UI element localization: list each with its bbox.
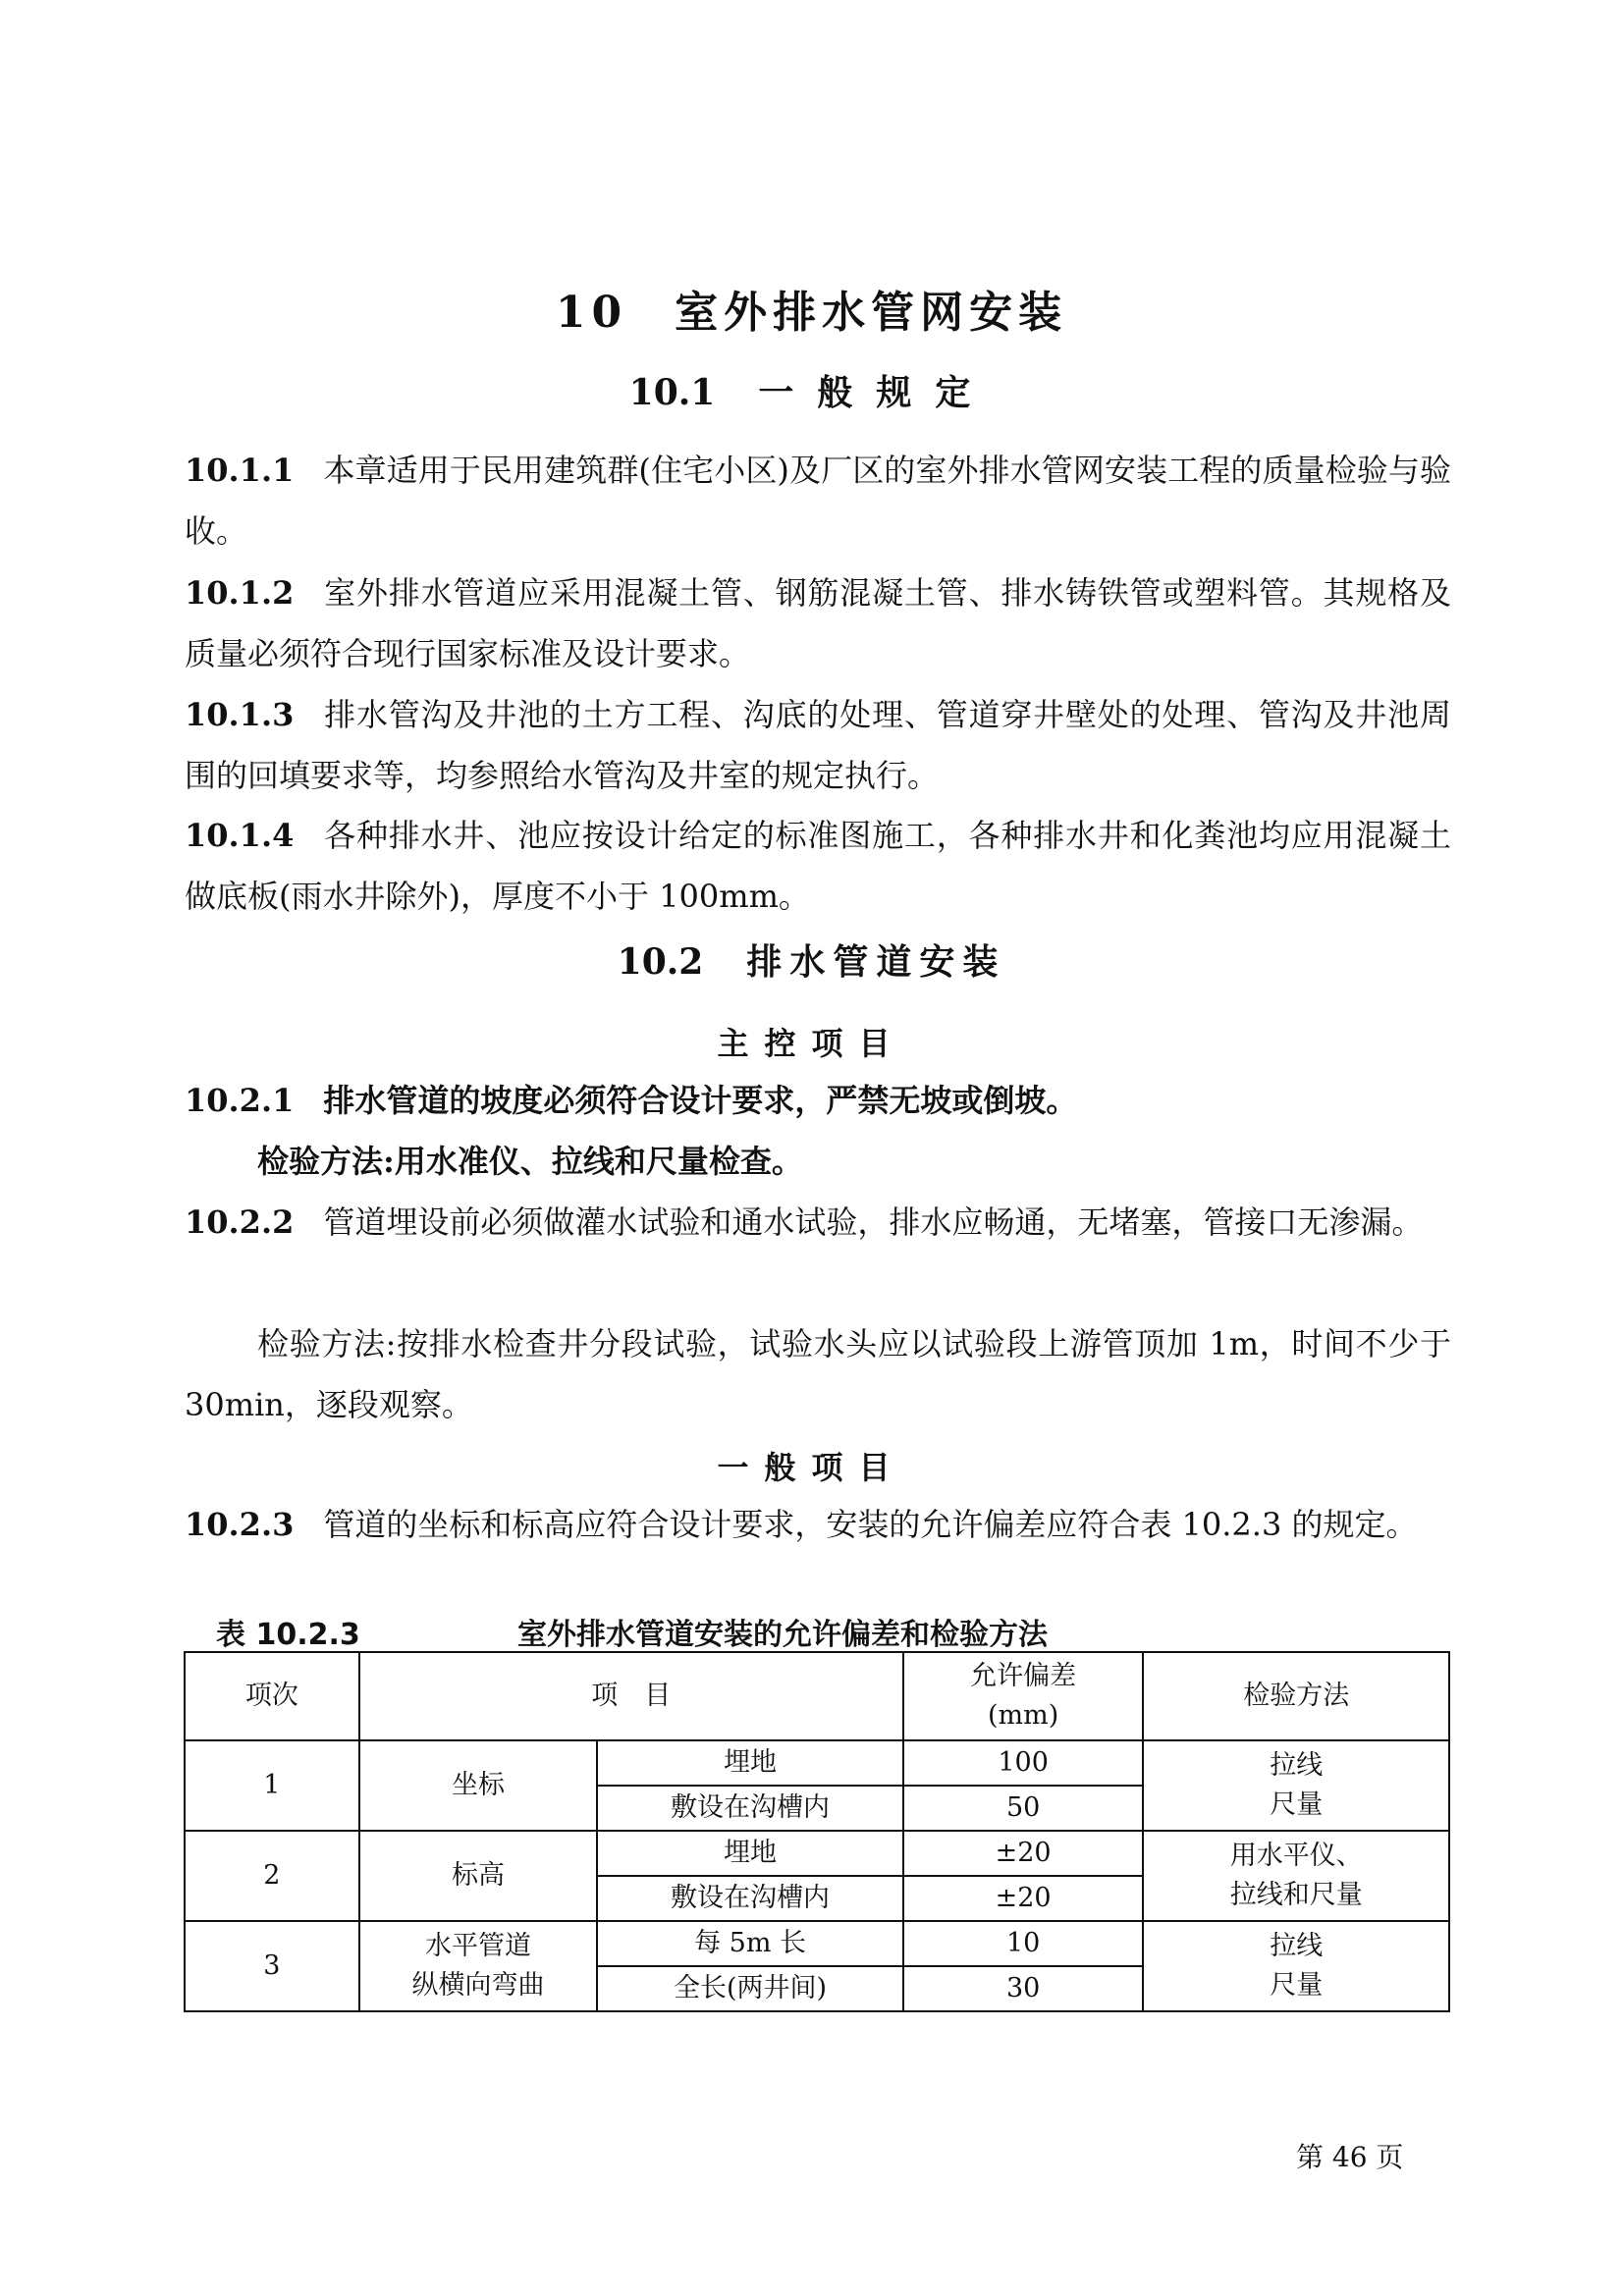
cell-method: 用水平仪、 拉线和尺量 (1143, 1831, 1449, 1921)
table-header-row (185, 1652, 1449, 1740)
chapter-number: 10 (555, 288, 628, 338)
cell-subitem: 全长(两井间) (597, 1966, 902, 2011)
section-title: 排水管道安装 (746, 941, 1006, 983)
cell-tolerance: 30 (903, 1966, 1144, 2011)
clause-10-1-1 (185, 440, 1451, 561)
cell-subitem: 埋地 (597, 1831, 902, 1876)
cell-seq: 1 (185, 1740, 359, 1831)
clause-number: 10.2.3 (185, 1506, 295, 1543)
header-method: 检验方法 (1143, 1652, 1449, 1740)
table-row (185, 1831, 1449, 1876)
clause-10-2-2 (185, 1192, 1451, 1253)
cell-tolerance: 10 (903, 1921, 1144, 1966)
clause-text: 各种排水井、池应按设计给定的标准图施工，各种排水井和化粪池均应用混凝土做底板(雨水井除外)，厚度不小于 100mm。 (185, 817, 1451, 915)
section-number: 10.1 (628, 372, 716, 413)
main-items-heading: 主控项目 (717, 1025, 906, 1062)
clause-number: 10.1.3 (185, 696, 295, 733)
clause-10-1-3 (185, 684, 1451, 806)
chapter-title (0, 277, 1623, 340)
cell-item: 坐标 (359, 1740, 598, 1831)
clause-number: 10.2.1 (185, 1082, 295, 1119)
chapter-title-text: 室外排水管网安装 (675, 288, 1068, 338)
clause-number: 10.2.2 (185, 1203, 295, 1241)
table-number: 表 10.2.3 (216, 1618, 360, 1652)
clause-text: 排水管道的坡度必须符合设计要求，严禁无坡或倒坡。 (323, 1082, 1078, 1119)
tolerance-table (184, 1651, 1450, 2012)
clause-10-1-4 (185, 805, 1451, 927)
clause-10-2-1 (185, 1070, 1451, 1131)
cell-subitem: 每 5m 长 (597, 1921, 902, 1966)
cell-method: 拉线 尺量 (1143, 1740, 1449, 1831)
clause-text: 管道的坐标和标高应符合设计要求，安装的允许偏差应符合表 10.2.3 的规定。 (323, 1506, 1418, 1543)
cell-subitem: 埋地 (597, 1740, 902, 1786)
clause-text: 本章适用于民用建筑群(住宅小区)及厂区的室外排水管网安装工程的质量检验与验收。 (185, 452, 1451, 550)
cell-seq: 3 (185, 1921, 359, 2011)
clause-text: 室外排水管道应采用混凝土管、钢筋混凝土管、排水铸铁管或塑料管。其规格及质量必须符合现行国家标准及设计要求。 (185, 574, 1451, 672)
cell-item: 标高 (359, 1831, 598, 1921)
clause-number: 10.1.4 (185, 817, 295, 854)
cell-tolerance: ±20 (903, 1876, 1144, 1921)
clause-10-1-2 (185, 562, 1451, 684)
header-tolerance: 允许偏差 (mm) (903, 1652, 1144, 1740)
section-number: 10.2 (617, 941, 704, 983)
header-item: 项 目 (359, 1652, 903, 1740)
header-seq: 项次 (185, 1652, 359, 1740)
inspection-method-10-2-1: 检验方法:用水准仪、拉线和尺量检查。 (257, 1143, 803, 1180)
clause-number: 10.1.1 (185, 452, 295, 489)
table-row (185, 1740, 1449, 1786)
section-heading-10-2 (0, 934, 1623, 985)
section-heading-10-1 (0, 365, 1623, 415)
table-title: 室外排水管道安装的允许偏差和检验方法 (517, 1618, 1048, 1652)
table-row (185, 1921, 1449, 1966)
clause-text: 管道埋设前必须做灌水试验和通水试验，排水应畅通，无堵塞，管接口无渗漏。 (323, 1203, 1424, 1241)
clause-number: 10.1.2 (185, 574, 295, 612)
cell-tolerance: 100 (903, 1740, 1144, 1786)
cell-subitem: 敷设在沟槽内 (597, 1876, 902, 1921)
cell-tolerance: 50 (903, 1786, 1144, 1831)
cell-subitem: 敷设在沟槽内 (597, 1786, 902, 1831)
page-number: 第 46 页 (1296, 2141, 1404, 2173)
table-caption (216, 1610, 1048, 1653)
clause-10-2-3 (185, 1494, 1451, 1555)
inspection-method-10-2-2: 检验方法:按排水检查井分段试验，试验水头应以试验段上游管顶加 1m，时间不少于 30min，逐段观察。 (185, 1325, 1451, 1423)
clause-text: 排水管沟及井池的土方工程、沟底的处理、管道穿井壁处的处理、管沟及井池周围的回填要求等，均参照给水管沟及井室的规定执行。 (185, 696, 1451, 794)
cell-item: 水平管道 纵横向弯曲 (359, 1921, 598, 2011)
section-title: 一般规定 (758, 372, 995, 413)
general-items-heading: 一般项目 (717, 1449, 906, 1486)
cell-tolerance: ±20 (903, 1831, 1144, 1876)
cell-method: 拉线 尺量 (1143, 1921, 1449, 2011)
cell-seq: 2 (185, 1831, 359, 1921)
